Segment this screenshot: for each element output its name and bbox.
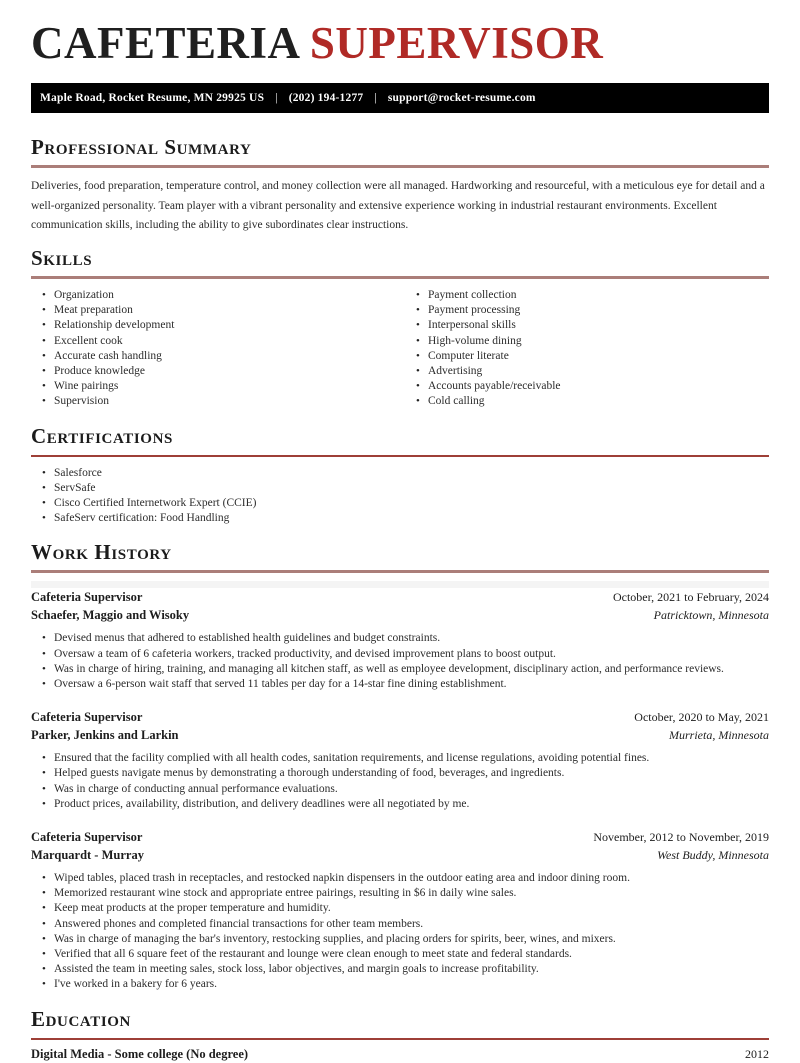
skill-item: • Relationship development <box>31 318 400 333</box>
job-title-row <box>31 588 769 606</box>
job-entry <box>31 581 769 692</box>
job-title: Cafeteria Supervisor <box>31 590 143 605</box>
certification-item: • ServSafe <box>31 481 769 496</box>
job-company-row <box>31 726 769 744</box>
job-location: Murrieta, Minnesota <box>669 728 769 743</box>
highlight-band <box>31 581 769 588</box>
certification-item: • SafeServ certification: Food Handling <box>31 511 769 526</box>
job-bullet: • Was in charge of managing the bar's inventory, restocking supplies, and placing orders for spirits, beer, wines, and mixers. <box>31 932 769 947</box>
job-bullet-list <box>31 871 769 993</box>
job-bullet: • Wiped tables, placed trash in receptacles, and restocked napkin dispensers in the outdoor eating area and indoor dining room. <box>31 871 769 886</box>
certifications-heading: Certifications <box>31 424 769 457</box>
education-degree: Digital Media - Some college (No degree) <box>31 1046 249 1061</box>
job-dates: October, 2021 to February, 2024 <box>612 590 769 605</box>
skill-item: • Produce knowledge <box>31 364 400 379</box>
skill-item: • Accurate cash handling <box>31 349 400 364</box>
job-entry <box>31 708 769 812</box>
certification-item: • Salesforce <box>31 466 769 481</box>
job-bullet-list <box>31 631 769 692</box>
skills-right-column <box>400 288 769 410</box>
job-title: Cafeteria Supervisor <box>31 829 143 844</box>
job-dates: November, 2012 to November, 2019 <box>593 829 769 844</box>
job-bullet: • Keep meat products at the proper temperature and humidity. <box>31 901 769 916</box>
job-bullet: • Oversaw a 6-person wait staff that served 11 tables per day for a 14-star fine dining establishment. <box>31 677 769 692</box>
work-history-heading: Work History <box>31 540 769 573</box>
job-location: Patricktown, Minnesota <box>653 608 769 623</box>
job-title-row <box>31 708 769 726</box>
skill-item: • Meat preparation <box>31 303 400 318</box>
skill-item: • Organization <box>31 288 400 303</box>
certifications-list <box>31 466 769 527</box>
job-bullet: • I've worked in a bakery for 6 years. <box>31 977 769 992</box>
skill-item: • Interpersonal skills <box>405 318 769 333</box>
education-heading: Education <box>31 1007 769 1040</box>
skill-item: • Wine pairings <box>31 379 400 394</box>
job-location: West Buddy, Minnesota <box>657 847 769 862</box>
section-education <box>31 1007 769 1063</box>
certification-item: • Cisco Certified Internetwork Expert (CCIE) <box>31 496 769 511</box>
job-title-row <box>31 828 769 846</box>
skill-item: • High-volume dining <box>405 334 769 349</box>
skill-item: • Payment collection <box>405 288 769 303</box>
summary-text: Deliveries, food preparation, temperature control, and money collection were all managed. Hardworking and resourceful, with a meticulous eye for detail and a well-organized personality. Team player with a vibrant personality and extensive experience working in industrial restaurant environments. Excellent communication skills, including the ability to give subordinates clear instructions. <box>31 180 765 232</box>
job-bullet: • Verified that all 6 square feet of the restaurant and lounge were clean enough to meet state and federal standards. <box>31 947 769 962</box>
job-bullet: • Helped guests navigate menus by demonstrating a thorough understanding of food, beverages, and ingredients. <box>31 766 769 781</box>
contact-address: Maple Road, Rocket Resume, MN 29925 US <box>40 92 265 105</box>
contact-separator: | <box>374 92 377 105</box>
job-bullet: • Was in charge of hiring, training, and managing all kitchen staff, as well as employee development, disciplinary action, and performance reviews. <box>31 662 769 677</box>
job-company-row <box>31 846 769 864</box>
contact-email: support@rocket-resume.com <box>387 92 536 105</box>
job-company-row <box>31 606 769 624</box>
skill-item: • Payment processing <box>405 303 769 318</box>
skill-item: • Supervision <box>31 394 400 409</box>
job-entry <box>31 828 769 993</box>
job-bullet: • Ensured that the facility complied with all health codes, sanitation requirements, and license regulations, avoiding potential fines. <box>31 751 769 766</box>
job-company: Marquardt - Murray <box>31 847 144 862</box>
summary-heading: Professional Summary <box>31 135 769 168</box>
section-professional-summary <box>31 135 769 236</box>
education-year: 2012 <box>745 1046 769 1061</box>
title-word-accent: SUPERVISOR <box>309 18 604 68</box>
section-certifications <box>31 424 769 527</box>
skills-columns <box>31 279 769 410</box>
job-bullet: • Was in charge of conducting annual performance evaluations. <box>31 782 769 797</box>
job-bullet: • Product prices, availability, distribution, and delivery deadlines were all negotiated by me. <box>31 797 769 812</box>
skill-item: • Computer literate <box>405 349 769 364</box>
contact-bar <box>31 83 769 113</box>
contact-phone: (202) 194-1277 <box>288 92 364 105</box>
skill-item: • Excellent cook <box>31 334 400 349</box>
skill-item: • Advertising <box>405 364 769 379</box>
job-dates: October, 2020 to May, 2021 <box>634 710 769 725</box>
page-title <box>31 0 769 68</box>
skill-item: • Cold calling <box>405 394 769 409</box>
job-bullet: • Answered phones and completed financial transactions for other team members. <box>31 917 769 932</box>
job-bullet: • Oversaw a team of 6 cafeteria workers, tracked productivity, and devised improvement plans to boost output. <box>31 647 769 662</box>
job-title: Cafeteria Supervisor <box>31 710 143 725</box>
skills-heading: Skills <box>31 246 769 279</box>
section-work-history <box>31 540 769 992</box>
job-bullet: • Memorized restaurant wine stock and appropriate entree pairings, resulting in $6 in daily wine sales. <box>31 886 769 901</box>
job-company: Schaefer, Maggio and Wisoky <box>31 608 190 623</box>
skills-left-column <box>31 288 400 410</box>
section-skills <box>31 246 769 410</box>
title-word-primary: CAFETERIA <box>31 18 299 68</box>
skill-item: • Accounts payable/receivable <box>405 379 769 394</box>
job-company: Parker, Jenkins and Larkin <box>31 728 179 743</box>
contact-separator: | <box>275 92 278 105</box>
job-bullet: • Assisted the team in meeting sales, stock loss, labor objectives, and margin goals to increase profitability. <box>31 962 769 977</box>
job-bullet: • Devised menus that adhered to established health guidelines and budget constraints. <box>31 631 769 646</box>
education-entry <box>31 1046 769 1063</box>
job-bullet-list <box>31 751 769 812</box>
